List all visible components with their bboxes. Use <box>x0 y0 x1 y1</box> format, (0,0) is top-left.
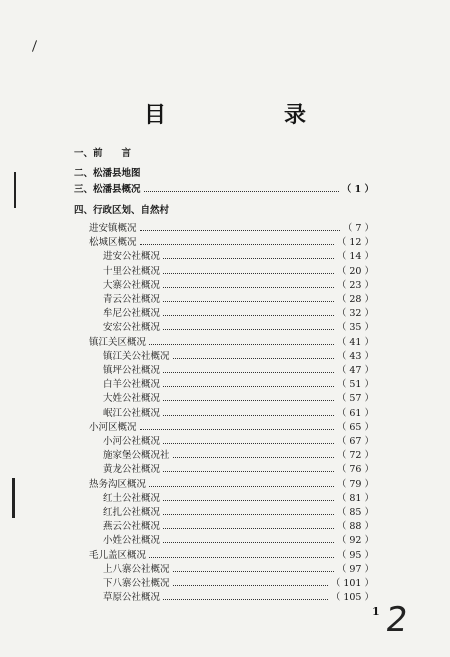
dot-leader <box>163 528 334 529</box>
toc-entry-page: （ 61 ） <box>336 407 374 419</box>
toc-entry <box>74 148 131 160</box>
toc-entry-label: 二、松潘县地图 <box>74 168 141 179</box>
toc-entry-page: （ 23 ） <box>336 279 374 291</box>
toc-entry-page: （ 65 ） <box>336 421 374 433</box>
toc-entry-page: （ 88 ） <box>336 521 374 533</box>
toc-entry-page: （ 101 ） <box>330 578 374 589</box>
toc-entry-label: 黄龙公社概况 <box>103 464 161 476</box>
toc-entry-page: （ 105 ） <box>330 592 374 604</box>
dot-leader <box>173 571 334 572</box>
toc-entry-label: 红土公社概况 <box>103 492 161 504</box>
toc-entry <box>103 280 374 292</box>
toc-entry-label: 小河公社概况 <box>103 436 161 447</box>
toc-entry <box>103 251 374 263</box>
toc-entry <box>103 493 374 505</box>
toc-entry-label: 小姓公社概况 <box>103 535 161 547</box>
dot-leader <box>144 191 339 192</box>
dot-leader <box>149 557 334 558</box>
toc-entry <box>103 308 374 320</box>
toc-entry <box>89 479 374 491</box>
toc-entry-page: （ 32 ） <box>336 308 374 320</box>
dot-leader <box>140 230 340 231</box>
toc-entry-label: 热务沟区概况 <box>89 478 147 490</box>
toc-entry-label: 红扎公社概况 <box>103 507 161 518</box>
dot-leader <box>163 329 334 330</box>
dot-leader <box>163 599 328 600</box>
dot-leader <box>163 386 334 387</box>
toc-entry-page: （ 72 ） <box>336 450 374 462</box>
toc-entry-page: （ 95 ） <box>336 549 374 561</box>
toc-entry-page: （ 7 ） <box>342 223 374 234</box>
toc-entry <box>74 205 169 217</box>
dot-leader <box>163 443 334 444</box>
toc-entry <box>103 379 374 391</box>
toc-entry-label: 毛儿盖区概况 <box>89 549 147 561</box>
toc-entry-page: （ 14 ） <box>336 251 374 263</box>
toc-entry-page: （ 92 ） <box>336 535 374 547</box>
handwritten-page-number: 2 <box>383 600 411 640</box>
toc-entry-label: 三、松潘县概况 <box>74 184 141 195</box>
dot-leader <box>173 585 328 586</box>
dot-leader <box>163 415 334 416</box>
toc-entry <box>103 408 374 420</box>
toc-entry-label: 一、前 言 <box>74 148 132 159</box>
toc-entry-label: 下八寨公社概况 <box>103 578 170 589</box>
dot-leader <box>149 486 334 487</box>
toc-entry <box>89 223 374 235</box>
toc-entry-label: 十里公社概况 <box>103 265 161 277</box>
binding-mark <box>14 172 16 208</box>
toc-entry-label: 大寨公社概况 <box>103 279 161 291</box>
toc-entry <box>103 450 374 462</box>
page-title: 目 录 <box>143 102 354 128</box>
toc-entry-page: （ 47 ） <box>336 365 374 376</box>
toc-entry-label: 镇江关区概况 <box>89 336 147 348</box>
toc-entry-page: （ 51 ） <box>336 379 374 391</box>
page-number: 1 <box>372 605 380 618</box>
toc-entry-page: （ 76 ） <box>336 464 374 476</box>
toc-entry <box>103 322 374 334</box>
toc-entry-page: （ 67 ） <box>336 436 374 447</box>
toc-entry-page: （ 28 ） <box>336 294 374 305</box>
toc-entry <box>74 168 141 180</box>
binding-mark <box>12 478 15 518</box>
toc-entry <box>89 422 374 434</box>
dot-leader <box>173 457 334 458</box>
dot-leader <box>163 273 334 274</box>
dot-leader <box>149 344 334 345</box>
toc-entry-page: （ 79 ） <box>336 478 374 490</box>
dot-leader <box>163 471 334 472</box>
toc-entry-label: 安宏公社概况 <box>103 322 161 334</box>
toc-entry-page: （ 1 ） <box>341 184 374 195</box>
toc-entry <box>103 535 374 547</box>
toc-entry-page: （ 81 ） <box>336 492 374 504</box>
toc-entry-page: （ 12 ） <box>336 237 374 249</box>
dot-leader <box>163 287 334 288</box>
toc-entry-label: 松城区概况 <box>89 237 137 249</box>
dot-leader <box>163 372 334 373</box>
dot-leader <box>163 514 334 515</box>
toc-entry <box>103 266 374 278</box>
toc-entry-page: （ 85 ） <box>336 507 374 518</box>
toc-entry-label: 四、行政区划、自然村 <box>74 205 170 216</box>
dot-leader <box>163 542 334 543</box>
toc-entry <box>103 365 374 377</box>
toc-entry <box>103 507 374 519</box>
toc-entry-label: 进安公社概况 <box>103 251 161 263</box>
toc-entry <box>74 184 374 196</box>
toc-entry-page: （ 43 ） <box>336 350 374 362</box>
toc-entry-label: 青云公社概况 <box>103 294 161 305</box>
dot-leader <box>163 500 334 501</box>
dot-leader <box>163 301 334 302</box>
toc-entry <box>103 578 374 590</box>
toc-entry-page: （ 97 ） <box>336 563 374 575</box>
toc-entry-page: （ 41 ） <box>336 336 374 348</box>
dot-leader <box>163 258 334 259</box>
toc-entry <box>89 550 374 562</box>
toc-entry <box>103 521 374 533</box>
toc-entry-label: 大姓公社概况 <box>103 393 161 405</box>
dot-leader <box>140 429 334 430</box>
toc-entry <box>89 237 374 249</box>
toc-entry-page: （ 57 ） <box>336 393 374 405</box>
toc-entry <box>103 393 374 405</box>
toc-entry <box>103 294 374 306</box>
toc-entry <box>103 436 374 448</box>
toc-entry-label: 燕云公社概况 <box>103 521 161 533</box>
toc-entry-label: 草原公社概况 <box>103 592 161 604</box>
toc-entry <box>103 592 374 604</box>
dot-leader <box>140 244 334 245</box>
dot-leader <box>173 358 334 359</box>
toc-entry-label: 镇江关公社概况 <box>103 350 170 362</box>
toc-entry-label: 镇坪公社概况 <box>103 365 161 376</box>
toc-entry <box>89 337 374 349</box>
toc-entry-label: 小河区概况 <box>89 421 137 433</box>
dot-leader <box>163 315 334 316</box>
toc-entry-label: 上八寨公社概况 <box>103 563 170 575</box>
toc-entry <box>103 564 374 576</box>
toc-entry-label: 牟尼公社概况 <box>103 308 161 320</box>
scan-mark <box>32 40 37 52</box>
toc-entry <box>103 351 374 363</box>
toc-entry-page: （ 20 ） <box>336 265 374 277</box>
dot-leader <box>163 400 334 401</box>
toc-entry-label: 白羊公社概况 <box>103 379 161 391</box>
toc-entry-label: 进安镇概况 <box>89 223 137 234</box>
toc-entry <box>103 464 374 476</box>
toc-entry-label: 施家堡公概况社 <box>103 450 170 462</box>
toc-entry-label: 岷江公社概况 <box>103 407 161 419</box>
toc-entry-page: （ 35 ） <box>336 322 374 334</box>
